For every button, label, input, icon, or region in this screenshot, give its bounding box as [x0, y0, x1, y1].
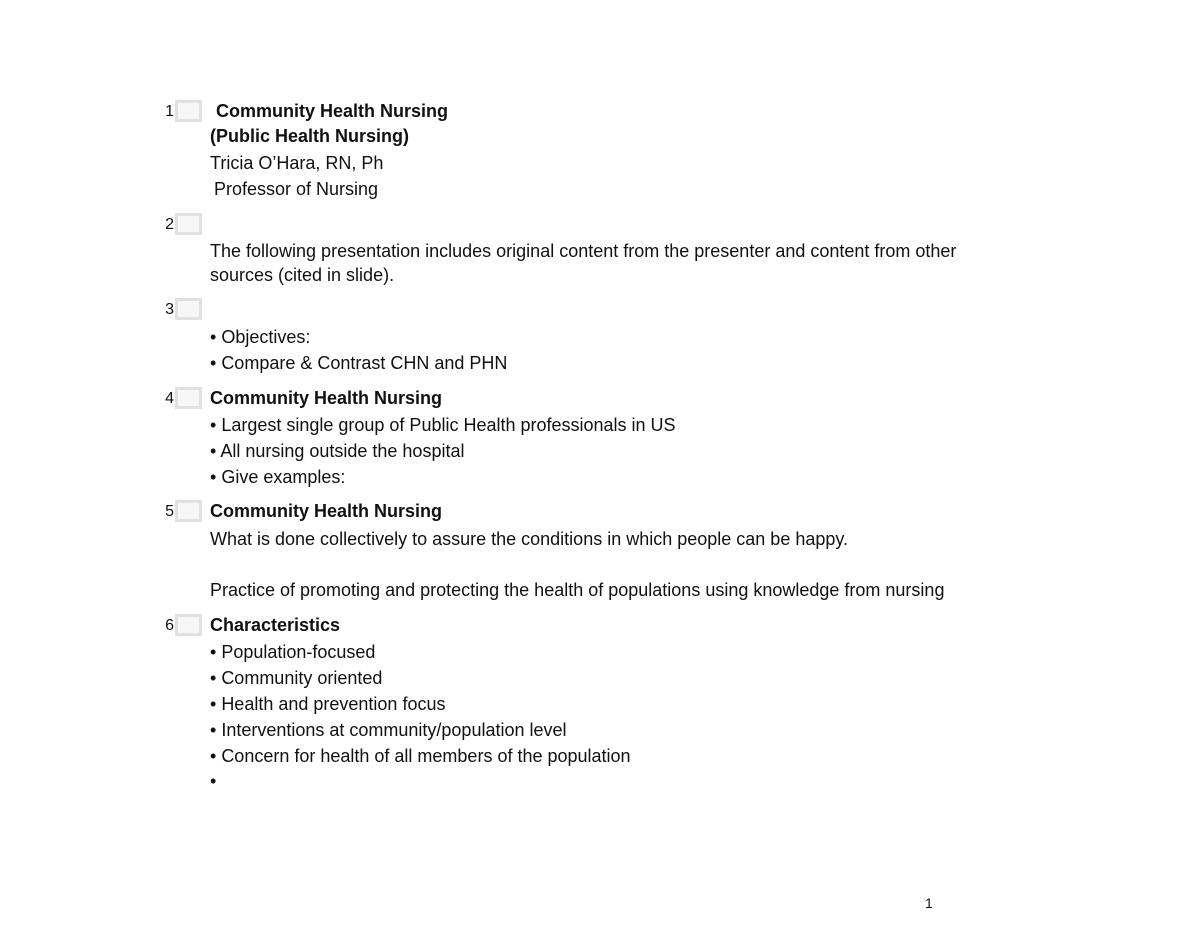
bullet-item: • Compare & Contrast CHN and PHN: [210, 352, 507, 374]
bullet-item: • Concern for health of all members of the population: [210, 745, 631, 767]
slide-text-line: Professor of Nursing: [214, 179, 379, 199]
slide-thumbnail[interactable]: [175, 614, 202, 636]
bullet-item: • Health and prevention focus: [210, 693, 445, 715]
bullet-item: • All nursing outside the hospital: [210, 440, 464, 462]
slide-number: 6: [165, 617, 174, 634]
bullet-item: • Population-focused: [210, 641, 375, 663]
slide-title: Community Health Nursing: [210, 501, 443, 521]
slide-text-line: What is done collectively to assure the conditions in which people can be happy.: [210, 529, 849, 549]
slide-title: Characteristics: [210, 615, 341, 635]
slide-number: 3: [165, 301, 174, 318]
slide-title: Community Health Nursing: [216, 101, 449, 121]
slide-number: 5: [165, 503, 174, 520]
slide-text-line: The following presentation includes original content from the presenter and content from other: [210, 241, 957, 261]
bullet-item: • Community oriented: [210, 667, 382, 689]
slide-thumbnail[interactable]: [175, 213, 202, 235]
slide-subtitle: (Public Health Nursing): [210, 126, 410, 146]
slide-text-line: Tricia O’Hara, RN, Ph: [210, 153, 384, 173]
slide-title: Community Health Nursing: [210, 388, 443, 408]
bullet-item: • Give examples:: [210, 466, 345, 488]
slide-text-line: Practice of promoting and protecting the health of populations using knowledge from nursing: [210, 580, 945, 600]
slide-number: 2: [165, 216, 174, 233]
slide-thumbnail[interactable]: [175, 500, 202, 522]
slide-number: 1: [165, 103, 174, 120]
bullet-item: • Objectives:: [210, 326, 310, 348]
bullet-item: [210, 770, 216, 792]
slide-thumbnail[interactable]: [175, 100, 202, 122]
page-number: 1: [925, 895, 933, 911]
bullet-item: • Interventions at community/population level: [210, 719, 567, 741]
slide-thumbnail[interactable]: [175, 387, 202, 409]
slide-text-line: sources (cited in slide).: [210, 265, 395, 285]
bullet-item: • Largest single group of Public Health professionals in US: [210, 414, 676, 436]
slide-number: 4: [165, 390, 174, 407]
slide-thumbnail[interactable]: [175, 298, 202, 320]
